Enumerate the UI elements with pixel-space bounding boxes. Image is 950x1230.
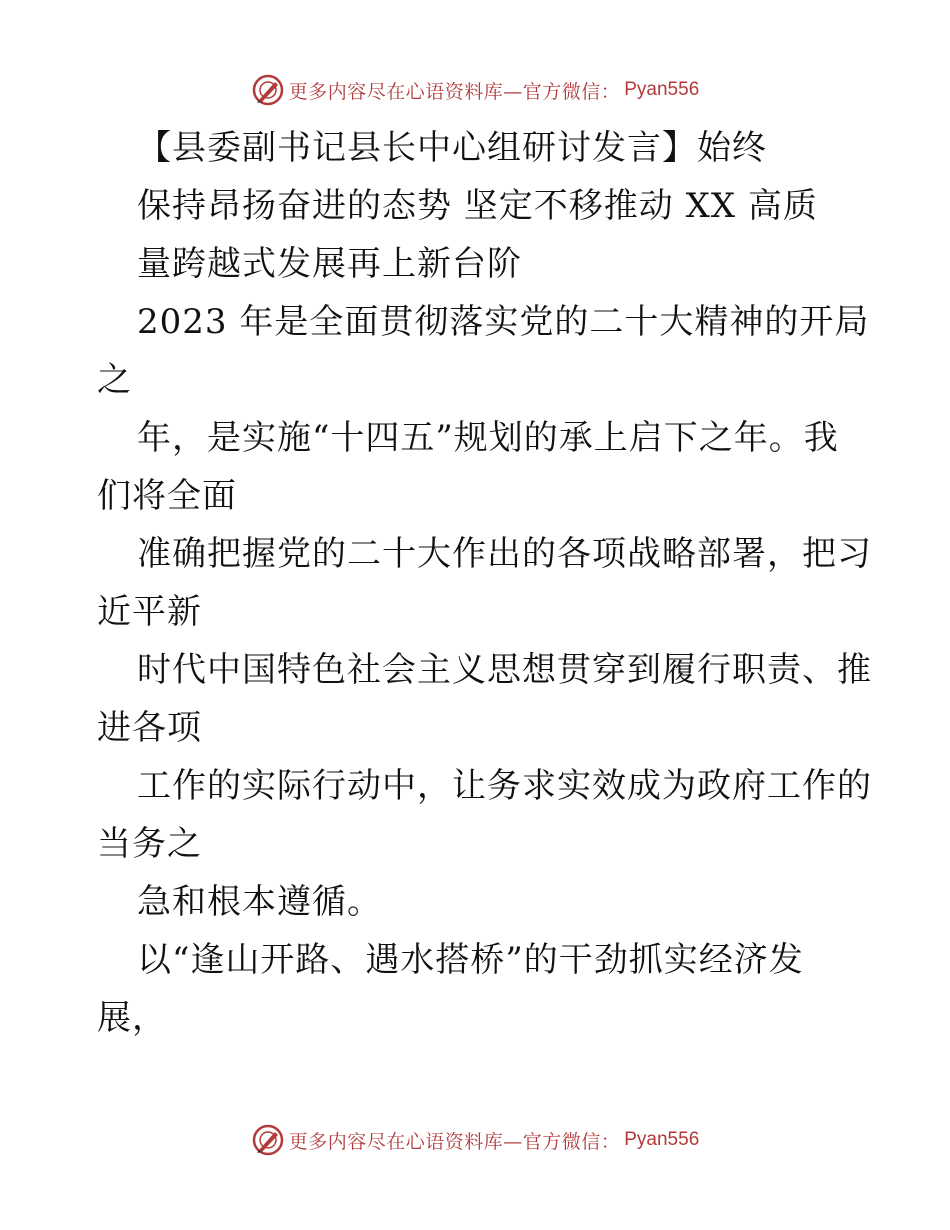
title-line: 量跨越式发展再上新台阶	[137, 244, 522, 284]
footer-watermark	[0, 1120, 950, 1160]
body-line: 当务之	[97, 824, 202, 864]
watermark-handle: Pyan556	[624, 79, 700, 100]
watermark-group	[251, 1123, 700, 1157]
body-line: 进各项	[97, 708, 202, 748]
title-line: 【县委副书记县长中心组研讨发言】始终	[137, 128, 767, 168]
watermark-text: 更多内容尽在心语资料库—官方微信：	[288, 80, 621, 103]
body-line: 急和根本遵循。	[137, 882, 382, 922]
pen-logo-icon	[251, 1123, 285, 1157]
body-line: 展，	[97, 998, 167, 1038]
body-line: 以“逢山开路、遇水搭桥”的干劲抓实经济发	[137, 940, 804, 980]
body-line: 之	[97, 360, 132, 400]
body-line: 近平新	[97, 592, 202, 632]
body-line: 们将全面	[97, 476, 237, 516]
body-line: 准确把握党的二十大作出的各项战略部署，把习	[137, 534, 872, 574]
watermark-handle: Pyan556	[624, 1129, 700, 1150]
body-line: 年，是实施“十四五”规划的承上启下之年。我	[137, 418, 839, 458]
body-line: 时代中国特色社会主义思想贯穿到履行职责、推	[137, 650, 872, 690]
title-line: 保持昂扬奋进的态势 坚定不移推动 XX 高质	[137, 186, 818, 226]
body-line: 工作的实际行动中，让务求实效成为政府工作的	[137, 766, 872, 806]
body-line: 2023 年是全面贯彻落实党的二十大精神的开局	[137, 302, 870, 342]
watermark-text: 更多内容尽在心语资料库—官方微信：	[288, 1130, 621, 1153]
